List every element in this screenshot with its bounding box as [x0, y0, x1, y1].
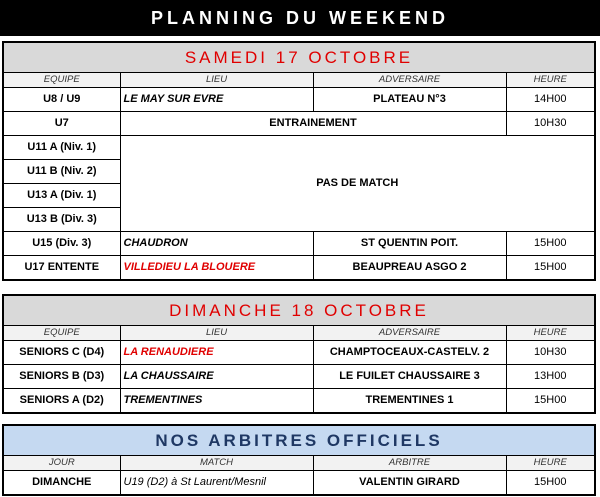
saturday-table [4, 73, 594, 279]
col-header-equipe: EQUIPE [4, 326, 120, 340]
table-row [4, 340, 594, 364]
time-cell: 15H00 [506, 388, 594, 412]
place-cell: CHAUDRON [120, 231, 313, 255]
col-header-adversaire: ADVERSAIRE [313, 326, 506, 340]
time-cell: 13H00 [506, 364, 594, 388]
time-cell: 15H00 [506, 255, 594, 279]
place-cell: LA CHAUSSAIRE [120, 364, 313, 388]
col-header-arbitre: ARBITRE [313, 456, 506, 470]
training-cell: ENTRAINEMENT [120, 111, 506, 135]
col-header-equipe: EQUIPE [4, 73, 120, 87]
opponent-cell: CHAMPTOCEAUX-CASTELV. 2 [313, 340, 506, 364]
time-cell: 10H30 [506, 111, 594, 135]
col-header-lieu: LIEU [120, 73, 313, 87]
col-header-lieu: LIEU [120, 326, 313, 340]
place-cell: LE MAY SUR EVRE [120, 87, 313, 111]
table-row [4, 364, 594, 388]
team-cell: U11 A (Niv. 1) [4, 135, 120, 159]
col-header-heure: HEURE [506, 326, 594, 340]
table-row [4, 135, 594, 159]
page-title: PLANNING DU WEEKEND [0, 0, 600, 36]
sunday-section [2, 294, 596, 414]
referee-cell: VALENTIN GIRARD [313, 470, 506, 494]
time-cell: 14H00 [506, 87, 594, 111]
team-cell: SENIORS B (D3) [4, 364, 120, 388]
referees-heading: NOS ARBITRES OFFICIELS [4, 426, 594, 456]
table-row [4, 231, 594, 255]
team-cell: U15 (Div. 3) [4, 231, 120, 255]
table-header-row [4, 456, 594, 470]
col-header-match: MATCH [120, 456, 313, 470]
team-cell: SENIORS A (D2) [4, 388, 120, 412]
opponent-cell: PLATEAU N°3 [313, 87, 506, 111]
day-cell: DIMANCHE [4, 470, 120, 494]
referees-table [4, 456, 594, 494]
saturday-section [2, 41, 596, 281]
opponent-cell: ST QUENTIN POIT. [313, 231, 506, 255]
table-row [4, 470, 594, 494]
time-cell: 15H00 [506, 231, 594, 255]
time-cell: 15H00 [506, 470, 594, 494]
team-cell: U13 A (Div. 1) [4, 183, 120, 207]
col-header-heure: HEURE [506, 456, 594, 470]
sunday-heading: DIMANCHE 18 OCTOBRE [4, 296, 594, 326]
table-header-row [4, 326, 594, 340]
table-row [4, 255, 594, 279]
sunday-table [4, 326, 594, 412]
table-row [4, 388, 594, 412]
table-header-row [4, 73, 594, 87]
team-cell: U11 B (Niv. 2) [4, 159, 120, 183]
table-row [4, 87, 594, 111]
opponent-cell: LE FUILET CHAUSSAIRE 3 [313, 364, 506, 388]
team-cell: U17 ENTENTE [4, 255, 120, 279]
team-cell: U8 / U9 [4, 87, 120, 111]
place-cell-away: VILLEDIEU LA BLOUERE [120, 255, 313, 279]
col-header-heure: HEURE [506, 73, 594, 87]
table-row [4, 111, 594, 135]
team-cell: U7 [4, 111, 120, 135]
referees-section [2, 424, 596, 496]
match-cell: U19 (D2) à St Laurent/Mesnil [120, 470, 313, 494]
saturday-heading: SAMEDI 17 OCTOBRE [4, 43, 594, 73]
opponent-cell: TREMENTINES 1 [313, 388, 506, 412]
col-header-adversaire: ADVERSAIRE [313, 73, 506, 87]
team-cell: U13 B (Div. 3) [4, 207, 120, 231]
opponent-cell: BEAUPREAU ASGO 2 [313, 255, 506, 279]
place-cell: TREMENTINES [120, 388, 313, 412]
col-header-jour: JOUR [4, 456, 120, 470]
place-cell-away: LA RENAUDIERE [120, 340, 313, 364]
no-match-cell: PAS DE MATCH [120, 135, 594, 231]
time-cell: 10H30 [506, 340, 594, 364]
team-cell: SENIORS C (D4) [4, 340, 120, 364]
